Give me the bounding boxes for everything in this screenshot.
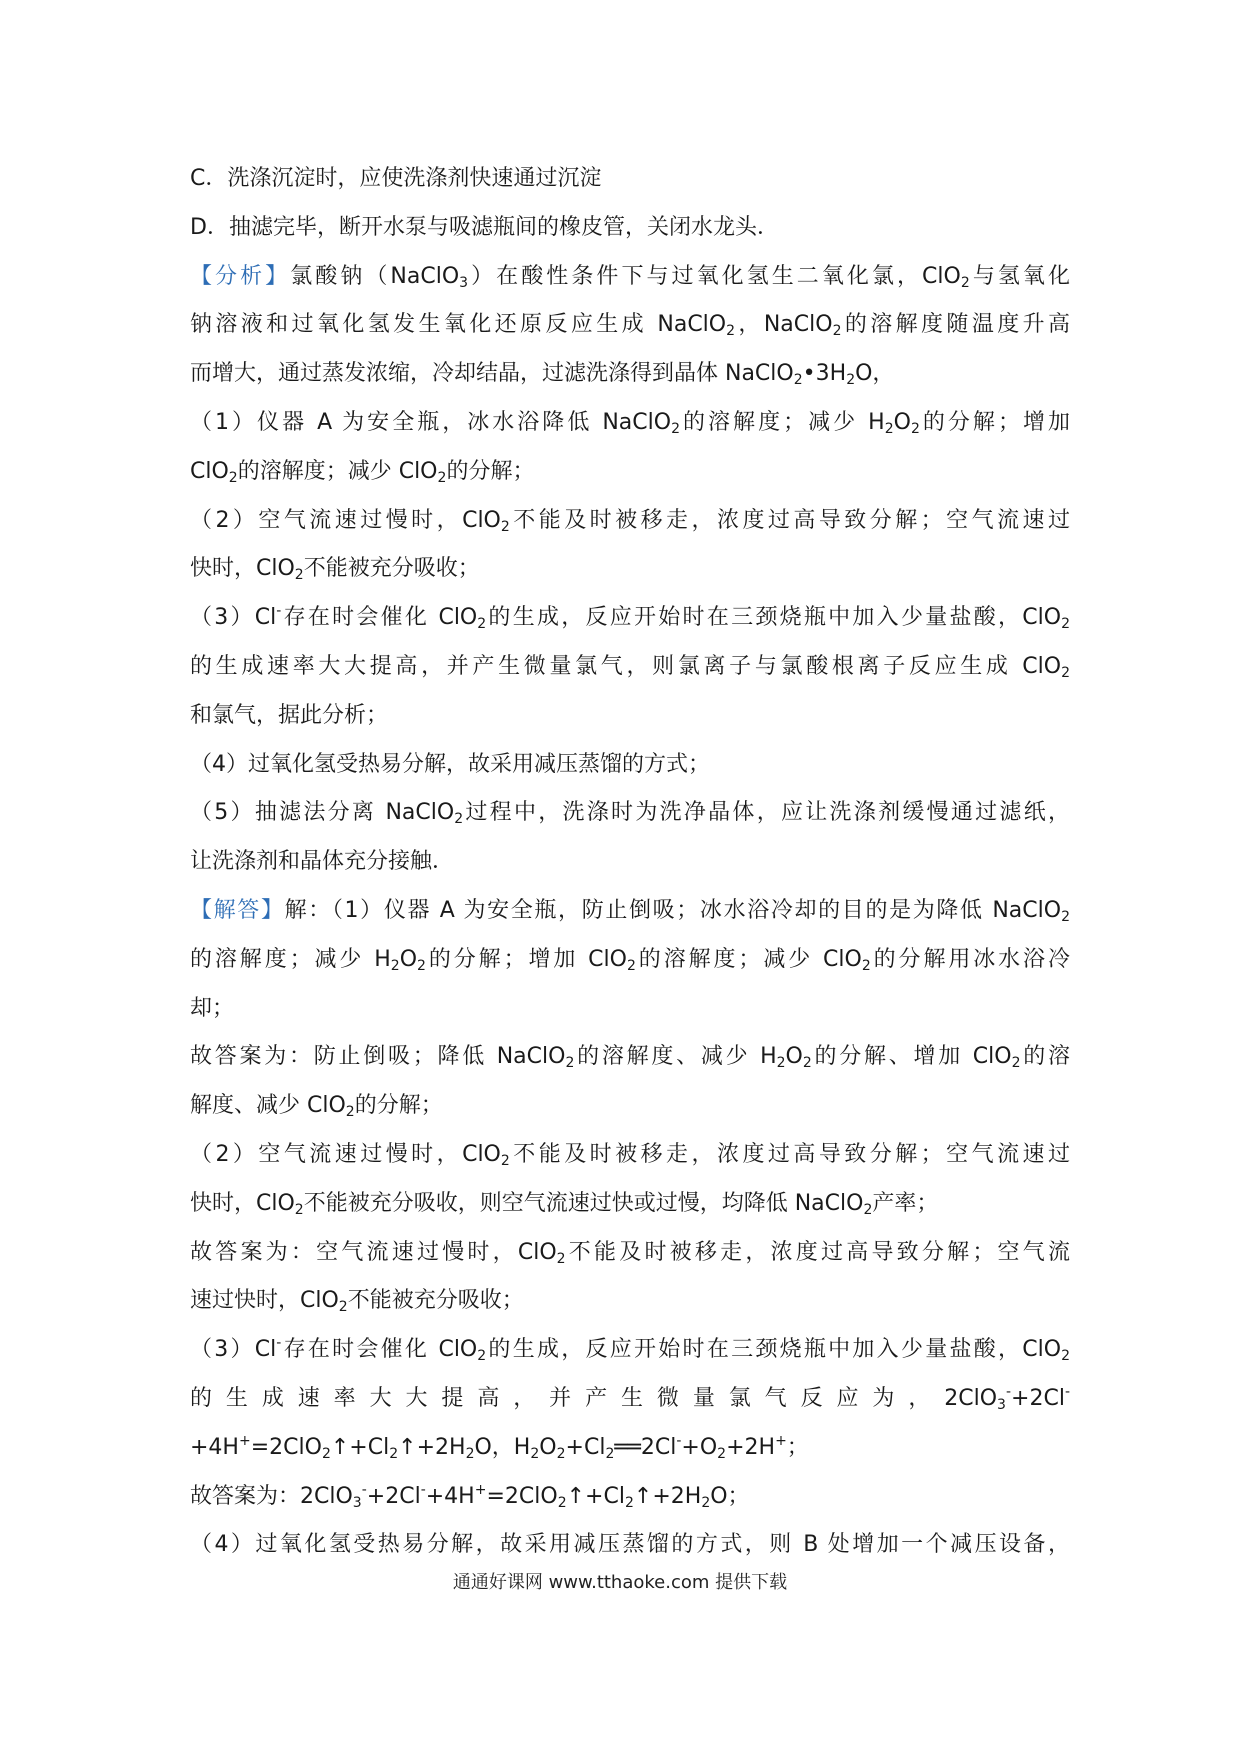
answer-line-14: （4）过氧化氢受热易分解，故采用减压蒸馏的方式，则 B 处增加一个减压设备，: [190, 1532, 1070, 1558]
analysis-point-1: （1）仪器 A 为安全瓶，冰水浴降低 NaClO$_2$的溶解度；减少 $H_2O_2$的分解；增加: [190, 409, 1070, 437]
answer-line-5: 解度、减少 ClO$_2$的分解；: [190, 1093, 443, 1121]
analysis-point-3-cont: 的生成速率大大提高，并产生微量氯气，则氯离子与氯酸根离子反应生成 ClO$_2$: [190, 653, 1070, 681]
analysis-line-1: 【分析】氯酸钠（NaClO$_3$）在酸性条件下与过氧化氢生二氧化氯，ClO$_2$与氢氧化: [190, 263, 1070, 291]
answer-line-3: 却；: [190, 995, 235, 1021]
answer-line-9: 速过快时，ClO$_2$不能被充分吸收；: [190, 1288, 524, 1316]
analysis-point-4: （4）过氧化氢受热易分解，故采用减压蒸馏的方式；: [190, 751, 710, 777]
document-body: [190, 155, 1070, 1570]
answer-line-7: 快时，ClO$_2$不能被充分吸收，则空气流速过快或过慢，均降低 NaClO$_2$产率；: [190, 1190, 939, 1218]
analysis-tag: 【分析】: [190, 263, 291, 289]
answer-line-2: 的溶解度；减少 $H_2O_2$的分解；增加 ClO$_2$的溶解度；减少 ClO$_2$的分解用冰水浴冷: [190, 946, 1070, 974]
analysis-point-1-cont: ClO$_2$的溶解度；减少 ClO$_2$的分解；: [190, 458, 535, 486]
answer-line-8: 故答案为：空气流速过慢时，ClO$_2$不能及时被移走，浓度过高导致分解；空气流: [190, 1239, 1070, 1267]
analysis-point-5: （5）抽滤法分离 NaClO$_2$过程中，洗涤时为洗净晶体，应让洗涤剂缓慢通过滤纸，: [190, 800, 1070, 828]
answer-line-13: 故答案为：$2ClO_3^-+2Cl^-+4H^+=2ClO_2↑+Cl_2↑+2H_2O$；: [190, 1481, 750, 1511]
answer-tag: 【解答】: [190, 897, 285, 923]
option-c: C．洗涤沉淀时，应使洗涤剂快速通过沉淀: [190, 166, 602, 191]
answer-line-10: （3）Cl-存在时会催化 ClO$_2$的生成，反应开始时在三颈烧瓶中加入少量盐酸，ClO$_2$: [190, 1335, 1070, 1365]
analysis-point-2: （2）空气流速过慢时，ClO$_2$不能及时被移走，浓度过高导致分解；空气流速过: [190, 507, 1070, 535]
analysis-point-5-cont: 让洗涤剂和晶体充分接触．: [190, 849, 455, 875]
page-footer: 通通好课网 www.tthaoke.com 提供下载: [452, 1572, 788, 1593]
analysis-line-3: 而增大，通过蒸发浓缩，冷却结晶，过滤洗涤得到晶体 $NaClO_2•3H_2O$，: [190, 361, 895, 389]
analysis-line-2: 钠溶液和过氧化氢发生氧化还原反应生成 NaClO$_2$，NaClO$_2$的溶解度随温度升高: [190, 312, 1070, 340]
answer-line-4: 故答案为：防止倒吸；降低 NaClO$_2$的溶解度、减少 $H_2O_2$的分解、增加 ClO$_2$的溶: [190, 1044, 1070, 1072]
analysis-point-3-end: 和氯气，据此分析；: [190, 702, 389, 728]
answer-line-6: （2）空气流速过慢时，ClO$_2$不能及时被移走，浓度过高导致分解；空气流速过: [190, 1141, 1070, 1169]
analysis-point-3: （3）Cl-存在时会催化 ClO$_2$的生成，反应开始时在三颈烧瓶中加入少量盐酸，ClO$_2$: [190, 603, 1070, 633]
answer-line-11: 的 生 成 速 率 大 大 提 高 ， 并 产 生 微 量 氯 气 反 应 为 ， 2ClO$_3$-+2Cl-: [190, 1383, 1070, 1413]
answer-line-1: 【解答】解：（1）仪器 A 为安全瓶，防止倒吸；冰水浴冷却的目的是为降低 NaClO$_2$: [190, 897, 1070, 925]
answer-line-12: $+4H^+=2ClO_2↑+Cl_2↑+2H_2O$，$H_2O_2+Cl_2══2Cl^-+O_2+2H^+$；: [190, 1432, 809, 1462]
analysis-point-2-cont: 快时，ClO$_2$不能被充分吸收；: [190, 556, 480, 584]
option-d: D．抽滤完毕，断开水泵与吸滤瓶间的橡皮管，关闭水龙头．: [190, 214, 779, 240]
